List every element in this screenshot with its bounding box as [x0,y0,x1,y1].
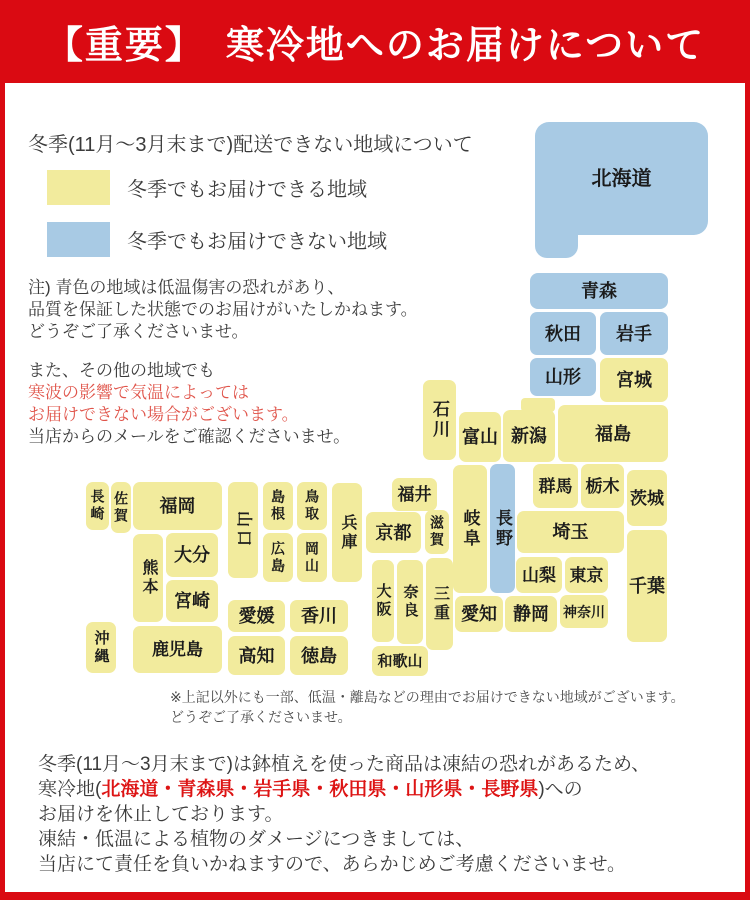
pref-gifu: 岐阜 [453,465,487,593]
pref-tokushima: 徳島 [290,636,348,675]
pref-shiga: 滋賀 [425,510,449,554]
pref-miyazaki: 宮崎 [166,580,218,622]
closing-line: お届けを休止しております。 [38,804,284,825]
pref-kagoshima: 鹿児島 [133,626,222,673]
pref-nagasaki: 長崎 [86,482,109,530]
pref-kagawa: 香川 [290,600,348,632]
pref-aomori: 青森 [530,273,668,309]
pref-tochigi: 栃木 [581,464,624,508]
closing-paragraph [38,752,650,877]
note-line: 注) 青色の地域は低温傷害の恐れがあり、 [28,278,345,297]
legend-item-label: 冬季でもお届けできる地域 [127,179,367,201]
pref-ishikawa: 石川 [423,380,456,460]
footnote-line: どうぞご了承くださいませ。 [170,709,352,725]
pref-kyoto: 京都 [366,512,421,553]
page-title: 【重要】 寒冷地へのお届けについて [0,0,750,83]
pref-okayama: 岡山 [297,533,327,582]
pref-aichi: 愛知 [455,596,503,632]
pref-kochi: 高知 [228,636,285,675]
pref-fukui: 福井 [392,478,437,511]
pref-shizuoka: 静岡 [505,596,557,632]
pref-chiba: 千葉 [627,530,667,642]
pref-mie: 三重 [426,558,453,650]
closing-line: 冬季(11月～3月末まで)は鉢植えを使った商品は凍結の恐れがあるため、 [38,754,651,775]
note-line: また、その他の地域でも [28,361,215,380]
pref-iwate: 岩手 [600,312,668,355]
closing-line: 凍結・低温による植物のダメージにつきましては、 [38,829,475,850]
note-line: どうぞご了承くださいませ。 [28,322,249,341]
pref-nara: 奈良 [397,560,423,644]
pref-hiroshima: 広島 [263,533,293,582]
pref-yamagata: 山形 [530,358,596,396]
pref-fukuoka: 福岡 [133,482,222,530]
pref-tottori: 鳥取 [297,482,327,530]
pref-okinawa: 沖縄 [86,622,116,673]
pref-fukushima: 福島 [558,405,668,462]
pref-miyagi: 宮城 [600,358,668,402]
pref-toyama: 富山 [459,412,501,462]
legend-title: 冬季(11月～3月末まで)配送できない地域について [28,134,473,156]
pref-hyogo: 兵庫 [332,483,362,582]
cold-region-list: 北海道・青森県・岩手県・秋田県・山形県・長野県 [101,779,539,800]
pref-ibaraki: 茨城 [627,470,667,526]
note-line: 当店からのメールをご確認くださいませ。 [28,427,351,446]
pref-yamanashi: 山梨 [516,557,562,593]
pref-kanagawa: 神奈川 [560,595,608,628]
pref-shimane: 島根 [263,482,293,530]
pref-saga: 佐賀 [111,482,131,533]
pref-hokkaido: 北海道 [535,122,708,235]
note-line-red: お届けできない場合がございます。 [28,405,299,424]
closing-line: 当店にて責任を負いかねますので、あらかじめご考慮くださいませ。 [38,854,627,875]
pref-akita: 秋田 [530,312,596,355]
footnote-line: ※上記以外にも一部、低温・離島などの理由でお届けできない地域がございます。 [170,689,685,705]
pref-wakayama: 和歌山 [372,646,428,676]
pref-oita: 大分 [166,533,218,577]
pref-nagano: 長野 [490,464,515,593]
pref-saitama: 埼玉 [517,511,624,553]
pref-gunma: 群馬 [533,464,578,508]
pref-osaka: 大阪 [372,560,394,642]
pref-kumamoto: 熊本 [133,534,163,622]
pref-ehime: 愛媛 [228,600,285,632]
pref-tokyo: 東京 [565,557,608,593]
pref-niigata: 新潟 [503,410,555,462]
note-line-red: 寒波の影響で気温によっては [28,383,249,402]
note-line: 品質を保証した状態でのお届けがいたしかねます。 [28,300,418,319]
closing-line-with-red: 寒冷地(北海道・青森県・岩手県・秋田県・山形県・長野県)への [38,779,583,800]
map-footnote [170,687,685,727]
legend-item-label: 冬季でもお届けできない地域 [127,231,387,253]
pref-yamaguchi: 山口 [228,482,258,578]
